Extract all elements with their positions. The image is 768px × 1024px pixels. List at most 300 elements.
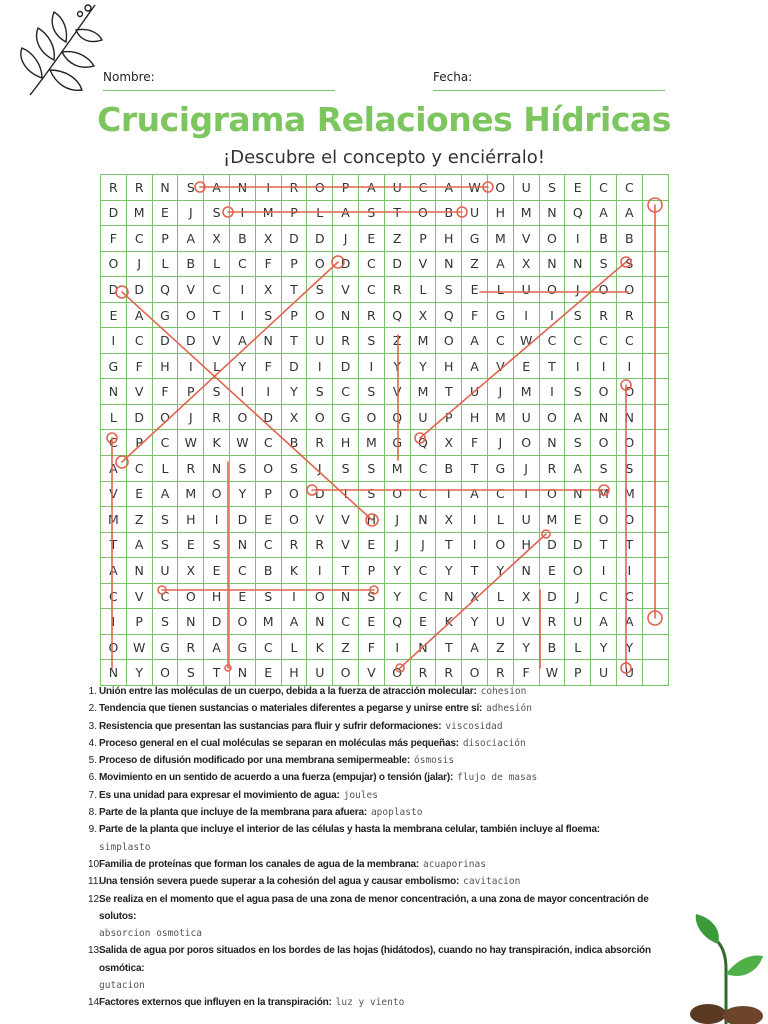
grid-cell[interactable]: S — [540, 175, 566, 201]
clue-answer[interactable]: luz y viento — [335, 997, 405, 1009]
grid-cell[interactable]: N — [230, 533, 256, 559]
grid-cell[interactable]: Z — [385, 226, 411, 252]
grid-cell[interactable]: P — [127, 430, 153, 456]
grid-cell[interactable]: E — [256, 660, 282, 686]
grid-cell[interactable]: G — [101, 354, 127, 380]
grid-cell[interactable]: R — [127, 175, 153, 201]
grid-cell[interactable]: R — [178, 456, 204, 482]
grid-cell[interactable]: Y — [514, 635, 540, 661]
grid-cell[interactable]: V — [385, 379, 411, 405]
grid-cell[interactable]: C — [565, 328, 591, 354]
grid-cell[interactable]: X — [436, 430, 462, 456]
clue-answer[interactable]: joules — [343, 789, 378, 801]
grid-cell[interactable]: C — [488, 482, 514, 508]
grid-cell[interactable]: W — [127, 635, 153, 661]
grid-cell[interactable] — [643, 201, 669, 227]
clue-answer[interactable]: gutacion — [99, 980, 145, 992]
grid-cell[interactable]: N — [436, 252, 462, 278]
grid-cell[interactable]: X — [514, 252, 540, 278]
grid-cell[interactable]: R — [101, 175, 127, 201]
grid-cell[interactable]: O — [617, 379, 643, 405]
grid-cell[interactable] — [643, 430, 669, 456]
grid-cell[interactable]: F — [127, 354, 153, 380]
grid-cell[interactable]: X — [256, 277, 282, 303]
clue-answer[interactable]: absorcion osmotica — [99, 928, 202, 940]
grid-cell[interactable]: D — [565, 533, 591, 559]
grid-cell[interactable]: O — [307, 252, 333, 278]
grid-cell[interactable]: D — [307, 482, 333, 508]
grid-cell[interactable]: S — [153, 533, 179, 559]
grid-cell[interactable]: P — [178, 379, 204, 405]
grid-cell[interactable]: E — [178, 533, 204, 559]
grid-cell[interactable]: I — [101, 609, 127, 635]
grid-cell[interactable]: B — [540, 635, 566, 661]
grid-cell[interactable]: O — [178, 303, 204, 329]
grid-cell[interactable] — [643, 175, 669, 201]
grid-cell[interactable]: Y — [385, 584, 411, 610]
grid-cell[interactable]: Z — [462, 252, 488, 278]
grid-cell[interactable]: I — [540, 379, 566, 405]
grid-cell[interactable]: Y — [591, 635, 617, 661]
grid-cell[interactable]: A — [178, 226, 204, 252]
grid-cell[interactable]: O — [307, 175, 333, 201]
grid-cell[interactable]: U — [307, 328, 333, 354]
grid-cell[interactable]: R — [617, 303, 643, 329]
grid-cell[interactable]: E — [514, 354, 540, 380]
grid-cell[interactable]: E — [204, 558, 230, 584]
grid-cell[interactable] — [643, 584, 669, 610]
grid-cell[interactable] — [643, 558, 669, 584]
grid-cell[interactable]: O — [307, 303, 333, 329]
grid-cell[interactable]: A — [462, 635, 488, 661]
grid-cell[interactable]: R — [591, 303, 617, 329]
grid-cell[interactable]: N — [540, 430, 566, 456]
grid-cell[interactable]: O — [153, 660, 179, 686]
grid-cell[interactable]: T — [333, 558, 359, 584]
grid-cell[interactable]: V — [333, 507, 359, 533]
grid-cell[interactable]: P — [282, 252, 308, 278]
grid-cell[interactable]: K — [307, 635, 333, 661]
grid-cell[interactable]: L — [282, 635, 308, 661]
grid-cell[interactable]: W — [514, 328, 540, 354]
grid-cell[interactable]: B — [436, 201, 462, 227]
grid-cell[interactable]: I — [591, 558, 617, 584]
grid-cell[interactable]: A — [204, 635, 230, 661]
grid-cell[interactable]: P — [565, 660, 591, 686]
grid-cell[interactable]: S — [359, 201, 385, 227]
grid-cell[interactable]: O — [230, 405, 256, 431]
grid-cell[interactable]: L — [307, 201, 333, 227]
grid-cell[interactable]: W — [178, 430, 204, 456]
grid-cell[interactable]: V — [204, 328, 230, 354]
grid-cell[interactable]: J — [488, 379, 514, 405]
grid-cell[interactable]: G — [333, 405, 359, 431]
grid-cell[interactable]: G — [488, 303, 514, 329]
grid-cell[interactable]: Y — [385, 354, 411, 380]
grid-cell[interactable]: C — [359, 277, 385, 303]
grid-cell[interactable]: I — [514, 303, 540, 329]
grid-cell[interactable]: O — [540, 405, 566, 431]
grid-cell[interactable]: I — [617, 354, 643, 380]
grid-cell[interactable]: C — [204, 277, 230, 303]
grid-cell[interactable]: L — [488, 507, 514, 533]
grid-cell[interactable]: Y — [230, 354, 256, 380]
grid-cell[interactable]: A — [230, 328, 256, 354]
grid-cell[interactable]: X — [462, 584, 488, 610]
grid-cell[interactable]: Y — [462, 609, 488, 635]
grid-cell[interactable]: H — [282, 660, 308, 686]
grid-cell[interactable]: S — [307, 379, 333, 405]
grid-cell[interactable]: C — [411, 584, 437, 610]
grid-cell[interactable]: M — [540, 507, 566, 533]
grid-cell[interactable]: C — [127, 328, 153, 354]
clue-answer[interactable]: disociación — [462, 737, 526, 749]
grid-cell[interactable]: A — [204, 175, 230, 201]
grid-cell[interactable]: F — [514, 660, 540, 686]
grid-cell[interactable]: N — [540, 201, 566, 227]
grid-cell[interactable]: S — [359, 584, 385, 610]
grid-cell[interactable]: O — [591, 379, 617, 405]
grid-cell[interactable] — [643, 609, 669, 635]
grid-cell[interactable]: F — [153, 379, 179, 405]
grid-cell[interactable]: Y — [385, 558, 411, 584]
grid-cell[interactable]: L — [204, 354, 230, 380]
grid-cell[interactable]: Y — [436, 558, 462, 584]
grid-cell[interactable]: Y — [617, 635, 643, 661]
grid-cell[interactable]: S — [230, 456, 256, 482]
grid-cell[interactable]: O — [488, 175, 514, 201]
grid-cell[interactable]: N — [514, 558, 540, 584]
clue-answer[interactable]: flujo de masas — [457, 772, 538, 784]
grid-cell[interactable]: S — [359, 379, 385, 405]
grid-cell[interactable]: H — [153, 354, 179, 380]
clue-answer[interactable]: cavitacion — [463, 876, 521, 888]
grid-cell[interactable]: O — [488, 533, 514, 559]
grid-cell[interactable]: P — [333, 175, 359, 201]
grid-cell[interactable]: V — [359, 660, 385, 686]
grid-cell[interactable]: P — [256, 482, 282, 508]
grid-cell[interactable]: D — [282, 354, 308, 380]
grid-cell[interactable]: A — [101, 558, 127, 584]
grid-cell[interactable]: N — [256, 328, 282, 354]
grid-cell[interactable]: M — [411, 328, 437, 354]
grid-cell[interactable]: I — [617, 558, 643, 584]
grid-cell[interactable]: S — [178, 660, 204, 686]
grid-cell[interactable]: L — [153, 456, 179, 482]
grid-cell[interactable]: T — [617, 533, 643, 559]
grid-cell[interactable]: I — [307, 558, 333, 584]
grid-cell[interactable] — [643, 405, 669, 431]
grid-cell[interactable]: M — [591, 482, 617, 508]
grid-cell[interactable]: A — [127, 303, 153, 329]
grid-cell[interactable]: T — [462, 558, 488, 584]
grid-cell[interactable]: O — [101, 635, 127, 661]
grid-cell[interactable]: V — [333, 277, 359, 303]
grid-cell[interactable]: J — [385, 533, 411, 559]
grid-cell[interactable]: Y — [282, 379, 308, 405]
grid-cell[interactable]: L — [565, 635, 591, 661]
grid-cell[interactable]: R — [359, 303, 385, 329]
grid-cell[interactable]: M — [411, 379, 437, 405]
grid-cell[interactable]: T — [591, 533, 617, 559]
clue-answer[interactable]: cohesion — [480, 686, 527, 697]
grid-cell[interactable]: N — [333, 303, 359, 329]
grid-cell[interactable]: Q — [385, 609, 411, 635]
grid-cell[interactable]: U — [307, 660, 333, 686]
grid-cell[interactable]: A — [617, 201, 643, 227]
grid-cell[interactable]: I — [204, 507, 230, 533]
grid-cell[interactable]: H — [462, 405, 488, 431]
grid-cell[interactable]: P — [411, 226, 437, 252]
grid-cell[interactable]: I — [230, 277, 256, 303]
grid-cell[interactable]: Q — [436, 303, 462, 329]
grid-cell[interactable]: I — [565, 226, 591, 252]
grid-cell[interactable]: E — [462, 277, 488, 303]
grid-cell[interactable]: M — [256, 609, 282, 635]
grid-cell[interactable]: B — [591, 226, 617, 252]
grid-cell[interactable]: V — [514, 226, 540, 252]
grid-cell[interactable]: H — [359, 507, 385, 533]
grid-cell[interactable]: O — [411, 201, 437, 227]
grid-cell[interactable]: E — [256, 507, 282, 533]
grid-cell[interactable]: N — [333, 584, 359, 610]
grid-cell[interactable]: S — [565, 430, 591, 456]
grid-cell[interactable]: M — [359, 430, 385, 456]
grid-cell[interactable]: O — [230, 609, 256, 635]
grid-cell[interactable] — [643, 277, 669, 303]
grid-cell[interactable]: U — [591, 660, 617, 686]
grid-cell[interactable]: A — [565, 456, 591, 482]
grid-cell[interactable]: F — [256, 252, 282, 278]
grid-cell[interactable]: I — [359, 354, 385, 380]
grid-cell[interactable]: V — [488, 354, 514, 380]
grid-cell[interactable]: U — [488, 609, 514, 635]
clue-answer[interactable]: acuaporinas — [423, 858, 486, 870]
grid-cell[interactable]: C — [359, 252, 385, 278]
grid-cell[interactable]: M — [127, 201, 153, 227]
grid-cell[interactable]: Q — [565, 201, 591, 227]
grid-cell[interactable]: F — [256, 354, 282, 380]
grid-cell[interactable]: A — [617, 609, 643, 635]
grid-cell[interactable]: T — [462, 456, 488, 482]
grid-cell[interactable]: A — [359, 175, 385, 201]
grid-cell[interactable]: H — [436, 354, 462, 380]
grid-cell[interactable]: W — [230, 430, 256, 456]
grid-cell[interactable]: O — [282, 507, 308, 533]
grid-cell[interactable]: H — [436, 226, 462, 252]
grid-cell[interactable] — [643, 379, 669, 405]
grid-cell[interactable]: R — [436, 660, 462, 686]
grid-cell[interactable]: E — [127, 482, 153, 508]
grid-cell[interactable]: O — [307, 405, 333, 431]
grid-cell[interactable]: S — [204, 379, 230, 405]
grid-cell[interactable]: Q — [385, 405, 411, 431]
grid-cell[interactable] — [643, 635, 669, 661]
grid-cell[interactable]: A — [153, 482, 179, 508]
grid-cell[interactable]: I — [333, 482, 359, 508]
grid-cell[interactable]: Y — [230, 482, 256, 508]
grid-cell[interactable]: I — [514, 482, 540, 508]
grid-cell[interactable]: P — [359, 558, 385, 584]
grid-cell[interactable]: T — [282, 277, 308, 303]
grid-cell[interactable]: R — [307, 430, 333, 456]
grid-cell[interactable]: S — [565, 379, 591, 405]
grid-cell[interactable]: L — [101, 405, 127, 431]
grid-cell[interactable]: U — [565, 609, 591, 635]
grid-cell[interactable]: W — [462, 175, 488, 201]
grid-cell[interactable]: R — [540, 609, 566, 635]
grid-cell[interactable]: C — [333, 379, 359, 405]
grid-cell[interactable]: B — [436, 456, 462, 482]
grid-cell[interactable]: S — [333, 456, 359, 482]
grid-cell[interactable]: N — [565, 252, 591, 278]
grid-cell[interactable]: U — [462, 379, 488, 405]
grid-cell[interactable]: M — [178, 482, 204, 508]
grid-cell[interactable]: L — [488, 584, 514, 610]
grid-cell[interactable]: G — [153, 635, 179, 661]
grid-cell[interactable]: N — [307, 609, 333, 635]
grid-cell[interactable]: D — [204, 609, 230, 635]
grid-cell[interactable]: U — [153, 558, 179, 584]
grid-cell[interactable]: C — [153, 430, 179, 456]
grid-cell[interactable]: E — [359, 609, 385, 635]
grid-cell[interactable]: R — [282, 533, 308, 559]
grid-cell[interactable]: B — [230, 226, 256, 252]
grid-cell[interactable]: E — [411, 609, 437, 635]
grid-cell[interactable]: C — [411, 456, 437, 482]
grid-cell[interactable]: D — [178, 328, 204, 354]
grid-cell[interactable]: S — [565, 303, 591, 329]
grid-cell[interactable]: I — [462, 533, 488, 559]
grid-cell[interactable]: C — [153, 584, 179, 610]
grid-cell[interactable]: O — [333, 660, 359, 686]
grid-cell[interactable]: P — [282, 201, 308, 227]
grid-cell[interactable]: S — [359, 328, 385, 354]
grid-cell[interactable]: F — [462, 430, 488, 456]
grid-cell[interactable]: A — [282, 609, 308, 635]
grid-cell[interactable]: N — [565, 482, 591, 508]
grid-cell[interactable]: D — [282, 226, 308, 252]
clue-answer[interactable]: ósmosis — [414, 755, 455, 767]
grid-cell[interactable]: C — [101, 584, 127, 610]
grid-cell[interactable]: B — [617, 226, 643, 252]
grid-cell[interactable]: D — [256, 405, 282, 431]
grid-cell[interactable]: P — [282, 303, 308, 329]
grid-cell[interactable]: V — [514, 609, 540, 635]
grid-cell[interactable]: O — [385, 660, 411, 686]
grid-cell[interactable]: V — [127, 379, 153, 405]
grid-cell[interactable]: I — [462, 507, 488, 533]
grid-cell[interactable]: H — [488, 201, 514, 227]
grid-cell[interactable]: J — [178, 405, 204, 431]
grid-cell[interactable]: C — [230, 252, 256, 278]
grid-cell[interactable]: R — [411, 660, 437, 686]
grid-cell[interactable]: B — [282, 430, 308, 456]
grid-cell[interactable]: T — [204, 660, 230, 686]
grid-cell[interactable]: S — [436, 277, 462, 303]
grid-cell[interactable]: C — [617, 175, 643, 201]
grid-cell[interactable]: G — [230, 635, 256, 661]
grid-cell[interactable]: R — [178, 635, 204, 661]
grid-cell[interactable]: C — [127, 226, 153, 252]
grid-cell[interactable]: F — [101, 226, 127, 252]
grid-cell[interactable]: O — [462, 660, 488, 686]
grid-cell[interactable]: I — [540, 303, 566, 329]
grid-cell[interactable]: G — [462, 226, 488, 252]
grid-cell[interactable] — [643, 533, 669, 559]
grid-cell[interactable]: M — [617, 482, 643, 508]
grid-cell[interactable] — [643, 507, 669, 533]
grid-cell[interactable]: D — [333, 252, 359, 278]
grid-cell[interactable]: M — [488, 226, 514, 252]
grid-cell[interactable]: V — [307, 507, 333, 533]
grid-cell[interactable]: V — [127, 584, 153, 610]
grid-cell[interactable]: I — [230, 303, 256, 329]
grid-cell[interactable]: B — [178, 252, 204, 278]
grid-cell[interactable]: L — [411, 277, 437, 303]
grid-cell[interactable]: O — [204, 482, 230, 508]
grid-cell[interactable]: D — [307, 226, 333, 252]
grid-cell[interactable]: T — [385, 201, 411, 227]
grid-cell[interactable]: C — [230, 558, 256, 584]
grid-cell[interactable]: O — [617, 507, 643, 533]
grid-cell[interactable]: J — [333, 226, 359, 252]
grid-cell[interactable]: M — [514, 201, 540, 227]
grid-cell[interactable]: S — [617, 252, 643, 278]
grid-cell[interactable]: E — [359, 226, 385, 252]
grid-cell[interactable]: Y — [411, 354, 437, 380]
grid-cell[interactable]: C — [591, 175, 617, 201]
grid-cell[interactable]: X — [411, 303, 437, 329]
grid-cell[interactable]: X — [436, 507, 462, 533]
grid-cell[interactable]: C — [540, 328, 566, 354]
grid-cell[interactable]: T — [436, 533, 462, 559]
grid-cell[interactable]: Y — [488, 558, 514, 584]
grid-cell[interactable]: N — [540, 252, 566, 278]
grid-cell[interactable]: F — [359, 635, 385, 661]
grid-cell[interactable]: C — [256, 635, 282, 661]
grid-cell[interactable]: O — [359, 405, 385, 431]
grid-cell[interactable]: E — [359, 533, 385, 559]
grid-cell[interactable]: O — [591, 507, 617, 533]
grid-cell[interactable]: D — [230, 507, 256, 533]
grid-cell[interactable]: S — [178, 175, 204, 201]
grid-cell[interactable]: C — [411, 175, 437, 201]
grid-cell[interactable]: S — [282, 456, 308, 482]
grid-cell[interactable]: J — [127, 252, 153, 278]
grid-cell[interactable]: C — [127, 456, 153, 482]
grid-cell[interactable]: T — [204, 303, 230, 329]
grid-cell[interactable]: C — [591, 584, 617, 610]
grid-cell[interactable]: E — [565, 175, 591, 201]
grid-cell[interactable]: Z — [488, 635, 514, 661]
grid-cell[interactable]: D — [127, 277, 153, 303]
grid-cell[interactable]: I — [385, 635, 411, 661]
grid-cell[interactable]: T — [101, 533, 127, 559]
word-search-grid[interactable] — [100, 174, 669, 686]
grid-cell[interactable]: F — [462, 303, 488, 329]
grid-cell[interactable]: O — [540, 226, 566, 252]
grid-cell[interactable]: A — [101, 456, 127, 482]
grid-cell[interactable]: N — [411, 635, 437, 661]
grid-cell[interactable]: G — [153, 303, 179, 329]
grid-cell[interactable]: C — [591, 328, 617, 354]
grid-cell[interactable]: J — [178, 201, 204, 227]
grid-cell[interactable]: O — [385, 482, 411, 508]
grid-cell[interactable]: L — [153, 252, 179, 278]
grid-cell[interactable]: D — [153, 328, 179, 354]
grid-cell[interactable]: S — [359, 482, 385, 508]
